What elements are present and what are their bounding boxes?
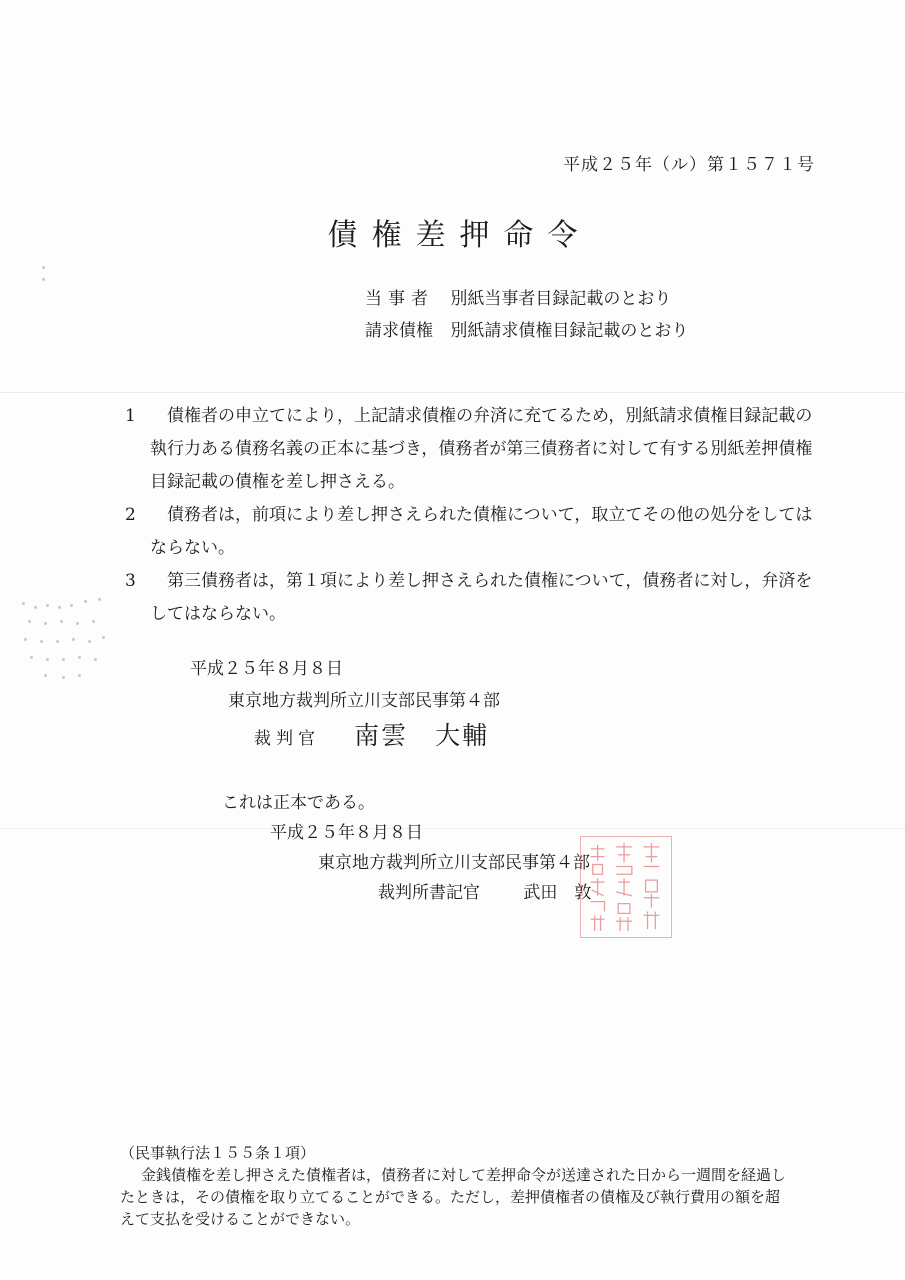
punch-dot — [22, 602, 25, 605]
certification-statement: これは正本である。 — [222, 793, 375, 813]
item-text: 債権者の申立てにより，上記請求債権の弁済に充てるため，別紙請求債権目録記載の執行力ある債務名義の正本に基づき，債務者が第三債務者に対して有する別紙差押債権目録記載の債権を差し押さえる。 — [150, 406, 813, 492]
judge-name: 南雲 大輔 — [354, 721, 490, 750]
footnote — [120, 1142, 790, 1230]
punch-dot — [46, 658, 49, 661]
parties-value: 別紙当事者目録記載のとおり — [450, 289, 672, 309]
footnote-body: 金銭債権を差し押さえた債権者は，債務者に対して差押命令が送達された日から一週間を経過したときは，その債権を取り立てることができる。ただし，差押債権者の債権及び執行費用の額を超えて支払を受けることができない。 — [120, 1166, 787, 1228]
punch-dot — [58, 606, 61, 609]
punch-dot — [42, 278, 45, 281]
parties-row — [365, 284, 671, 309]
punch-dot — [62, 676, 65, 679]
punch-dot — [56, 640, 59, 643]
certification-date: 平成２５年８月８日 — [270, 823, 423, 843]
claims-value: 別紙請求債権目録記載のとおり — [450, 321, 689, 341]
parties-label: 当事者 — [365, 289, 434, 309]
court-seal-stamp — [580, 836, 672, 938]
order-items — [125, 400, 820, 631]
punch-dot — [92, 620, 95, 623]
punch-dot — [24, 638, 27, 641]
claims-label: 請求債権 — [365, 321, 433, 341]
punch-dot — [60, 620, 63, 623]
case-number: 平成２５年（ル）第１５７１号 — [563, 155, 815, 175]
order-court: 東京地方裁判所立川支部民事第４部 — [228, 691, 500, 711]
certification-court: 東京地方裁判所立川支部民事第４部 — [318, 853, 590, 873]
paper-fold-line — [0, 828, 905, 829]
order-item — [125, 400, 820, 499]
punch-dot — [44, 674, 47, 677]
punch-dot — [84, 600, 87, 603]
clerk-row — [378, 878, 591, 903]
judge-title: 裁判官 — [254, 729, 320, 749]
punch-dot — [94, 658, 97, 661]
punch-dot — [78, 674, 81, 677]
order-date: 平成２５年８月８日 — [190, 659, 343, 679]
order-item — [125, 565, 820, 631]
seal-pattern — [581, 837, 671, 937]
punch-dot — [40, 640, 43, 643]
punch-dot — [76, 622, 79, 625]
item-number: 2 — [125, 505, 136, 525]
punch-dot — [72, 638, 75, 641]
clerk-title: 裁判所書記官 — [378, 883, 480, 903]
punch-dot — [28, 620, 31, 623]
punch-dot — [70, 604, 73, 607]
punch-dot — [34, 606, 37, 609]
punch-dot — [46, 604, 49, 607]
clerk-name: 武田 敦 — [523, 883, 592, 903]
punch-dot — [42, 266, 45, 269]
punch-dot — [30, 656, 33, 659]
paper-fold-line — [0, 392, 905, 393]
punch-dot — [98, 598, 101, 601]
footnote-title: （民事執行法１５５条１項） — [120, 1144, 316, 1162]
judge-row — [254, 716, 489, 752]
item-number: 1 — [125, 406, 136, 426]
document-title: 債権差押命令 — [327, 218, 592, 253]
claims-row — [365, 316, 688, 341]
item-text: 第三債務者は，第１項により差し押さえられた債権について，債務者に対し，弁済をしてはならない。 — [150, 571, 813, 624]
item-text: 債務者は，前項により差し押さえられた債権について，取立てその他の処分をしてはならない。 — [150, 505, 813, 558]
punch-dot — [62, 658, 65, 661]
item-number: 3 — [125, 571, 136, 591]
order-item — [125, 499, 820, 565]
punch-dot — [44, 622, 47, 625]
punch-dot — [102, 636, 105, 639]
punch-dot — [88, 640, 91, 643]
punch-dot — [78, 656, 81, 659]
